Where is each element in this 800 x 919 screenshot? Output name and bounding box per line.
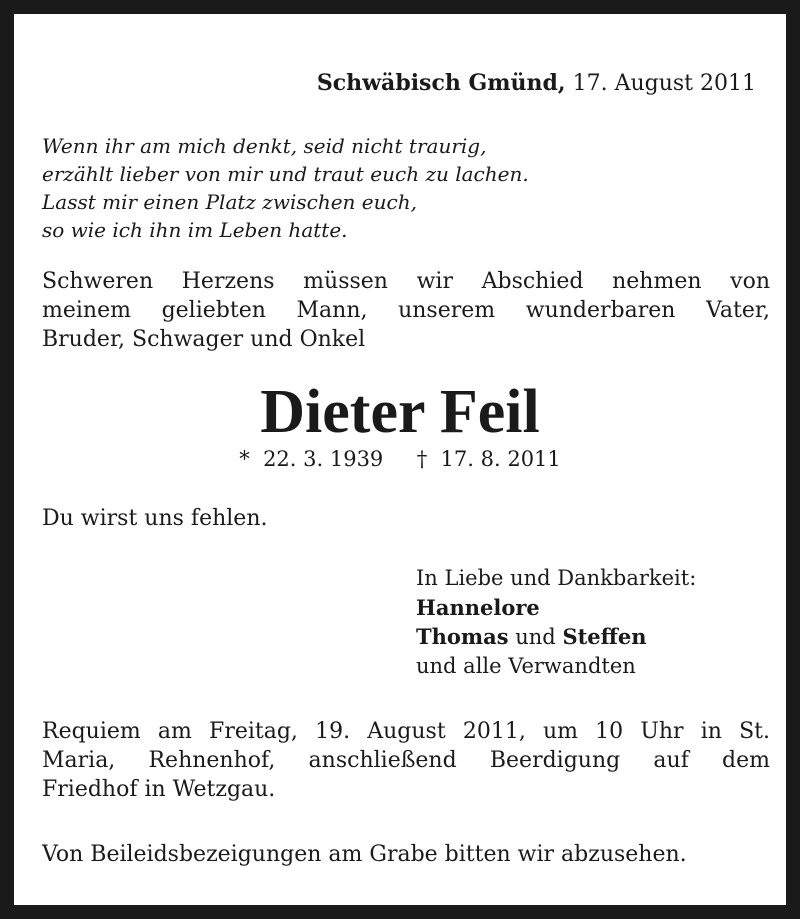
death-date: 17. 8. 2011 (440, 447, 561, 471)
requiem-line: Requiem am Freitag, 19. August 2011, um 10 Uhr in St. (42, 719, 770, 744)
intro-paragraph (42, 267, 770, 354)
signature-names-line (416, 622, 696, 652)
poem-line: Wenn ihr am mich denkt, seid nicht traurig, (42, 134, 487, 158)
birth-symbol: * (239, 447, 250, 471)
requiem-line: Friedhof in Wetzgau. (42, 777, 276, 802)
notice-date: 17. August 2011 (572, 71, 756, 96)
birth-date: 22. 3. 1939 (263, 447, 384, 471)
closing-text: Von Beileidsbezeigungen am Grabe bitten wir abzusehen. (42, 842, 687, 867)
poem-line: erzählt lieber von mir und traut euch zu lachen. (42, 162, 529, 186)
requiem-line: Maria, Rehnenhof, anschließend Beerdigung auf dem (42, 748, 770, 773)
deceased-name: Dieter Feil (260, 378, 540, 446)
signature-name: Thomas (416, 624, 509, 649)
intro-line: meinem geliebten Mann, unserem wunderbaren Vater, (42, 298, 770, 323)
death-symbol: † (416, 447, 428, 471)
signature-block (416, 564, 696, 681)
place-name: Schwäbisch Gmünd, (316, 70, 566, 96)
signature-conjunction: und (515, 625, 556, 649)
place-date-line (317, 70, 756, 96)
poem-line: Lasst mir einen Platz zwischen euch, (42, 190, 417, 214)
poem-line: so wie ich ihn im Leben hatte. (42, 218, 348, 242)
signature-relatives: und alle Verwandten (416, 654, 636, 678)
farewell-text: Du wirst uns fehlen. (42, 506, 268, 531)
poem (42, 132, 529, 244)
signature-intro: In Liebe und Dankbarkeit: (416, 566, 697, 590)
signature-name: Hannelore (416, 595, 540, 620)
signature-name: Steffen (562, 624, 647, 649)
intro-line: Bruder, Schwager und Onkel (42, 327, 366, 352)
requiem-paragraph (42, 717, 770, 804)
intro-line: Schweren Herzens müssen wir Abschied nehmen von (42, 269, 770, 294)
life-dates (14, 447, 786, 471)
